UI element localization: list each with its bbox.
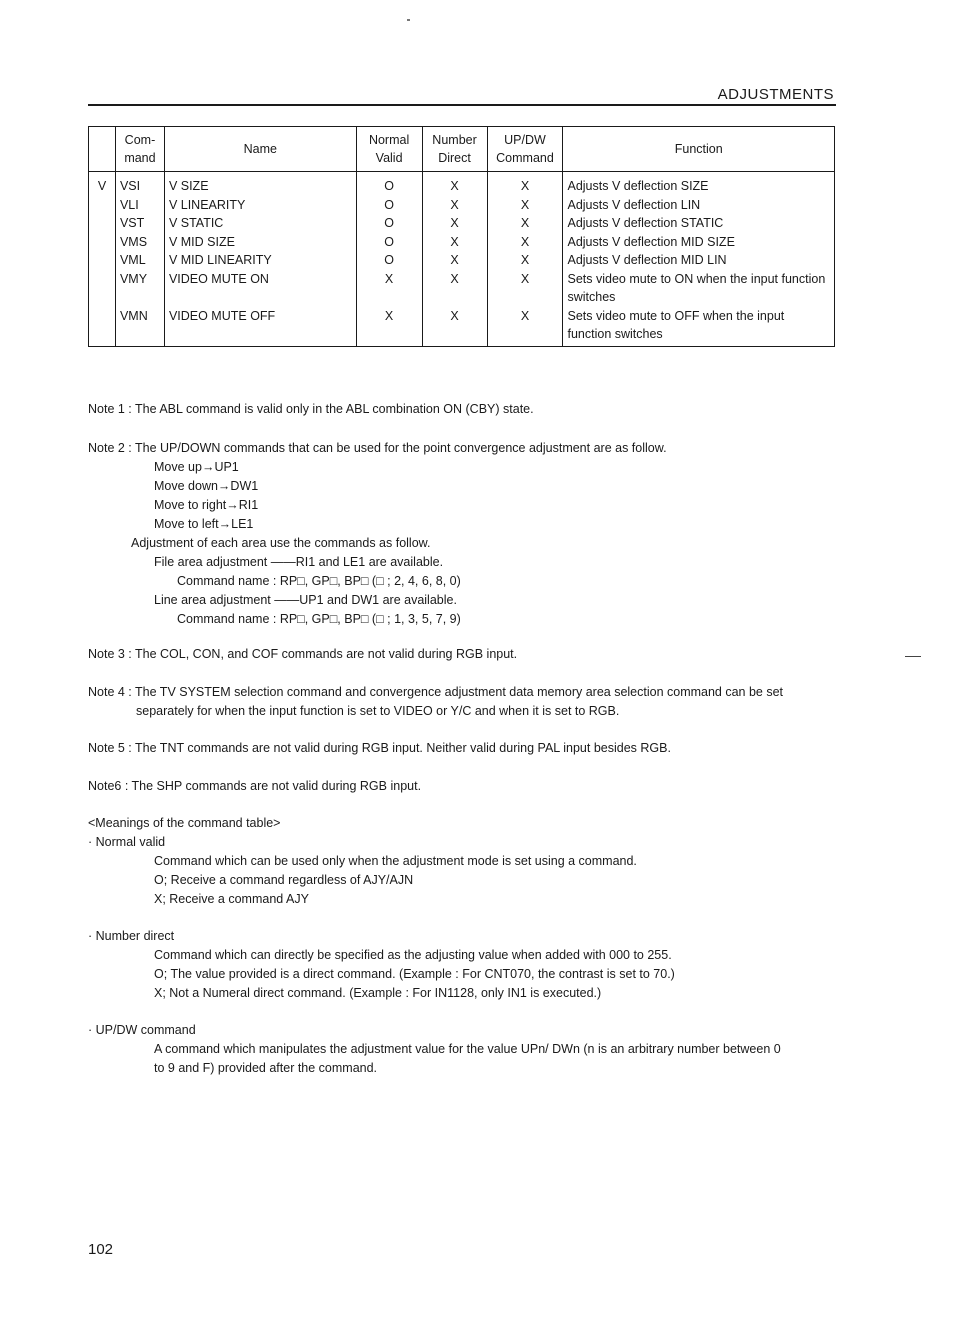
note-2-line-command: Command name : RP□, GP□, BP□ (□ ; 1, 3, 5, 7, 9) [177, 612, 461, 626]
cell-updw: X [487, 172, 563, 196]
table-row [89, 270, 835, 307]
cell-name: V MID LINEARITY [164, 251, 356, 270]
updw-heading: · UP/DW command [88, 1023, 196, 1037]
cell-command: VST [115, 214, 164, 233]
table-header-row [89, 127, 835, 172]
cell-function: Adjusts V deflection SIZE [563, 172, 835, 196]
normal-valid-heading: · Normal valid [88, 835, 166, 849]
column-header-function: Function [563, 127, 835, 172]
note-2-adjust-intro: Adjustment of each area use the commands as follow. [131, 536, 431, 550]
cell-number-direct: X [422, 251, 487, 270]
cell-number-direct: X [422, 307, 487, 347]
command-table [88, 126, 835, 347]
meanings-title: <Meanings of the command table> [88, 816, 281, 830]
cell-name: V SIZE [164, 172, 356, 196]
cell-group [89, 196, 116, 215]
note-2-move-up: Move up→UP1 [154, 460, 239, 474]
cell-command: VMS [115, 233, 164, 252]
cell-updw: X [487, 307, 563, 347]
cell-name: V STATIC [164, 214, 356, 233]
cell-normal-valid: O [356, 233, 422, 252]
cell-updw: X [487, 251, 563, 270]
number-direct-o: O; The value provided is a direct command. (Example : For CNT070, the contrast is set to 70.) [154, 967, 675, 981]
cell-name: VIDEO MUTE ON [164, 270, 356, 307]
section-title: ADJUSTMENTS [717, 86, 834, 103]
cell-updw: X [487, 233, 563, 252]
cell-number-direct: X [422, 270, 487, 307]
cell-group [89, 251, 116, 270]
cell-function: Sets video mute to ON when the input function switches [563, 270, 835, 307]
meanings-section [88, 814, 637, 909]
table-row [89, 233, 835, 252]
column-header-name: Name [164, 127, 356, 172]
number-direct-heading: · Number direct [88, 929, 175, 943]
number-direct-section [88, 927, 675, 1003]
normal-valid-o: O; Receive a command regardless of AJY/AJN [154, 873, 414, 887]
table-row [89, 172, 835, 196]
table-row [89, 307, 835, 347]
normal-valid-desc: Command which can be used only when the adjustment mode is set using a command. [154, 854, 637, 868]
number-direct-x: X; Not a Numeral direct command. (Example : For IN1128, only IN1 is executed.) [154, 986, 602, 1000]
column-header-number-direct: Number Direct [422, 127, 487, 172]
cell-function: Adjusts V deflection STATIC [563, 214, 835, 233]
note-5-text: Note 5 : The TNT commands are not valid during RGB input. Neither valid during PAL input besides RGB. [88, 741, 671, 755]
column-header-updw-command: UP/DW Command [487, 127, 563, 172]
updw-line2: to 9 and F) provided after the command. [154, 1061, 378, 1075]
cell-normal-valid: X [356, 270, 422, 307]
column-header-command: Com- mand [115, 127, 164, 172]
note-1-text: Note 1 : The ABL command is valid only in the ABL combination ON (CBY) state. [88, 402, 534, 416]
cell-group: V [89, 172, 116, 196]
cell-number-direct: X [422, 214, 487, 233]
note-2-move-down: Move down→DW1 [154, 479, 259, 493]
cell-number-direct: X [422, 172, 487, 196]
cell-function: Adjusts V deflection MID LIN [563, 251, 835, 270]
cell-command: VML [115, 251, 164, 270]
note-5 [88, 739, 671, 758]
cell-group [89, 270, 116, 307]
header-rule [88, 104, 836, 106]
cell-group [89, 307, 116, 347]
cell-name: V MID SIZE [164, 233, 356, 252]
margin-mark [905, 656, 921, 657]
cell-updw: X [487, 270, 563, 307]
scan-speck [407, 19, 410, 21]
cell-command: VSI [115, 172, 164, 196]
cell-normal-valid: X [356, 307, 422, 347]
normal-valid-x: X; Receive a command AJY [154, 892, 309, 906]
note-2-move-left: Move to left→LE1 [154, 517, 254, 531]
note-3 [88, 645, 517, 664]
cell-function: Adjusts V deflection MID SIZE [563, 233, 835, 252]
cell-command: VMN [115, 307, 164, 347]
note-2-intro: Note 2 : The UP/DOWN commands that can be used for the point convergence adjustment are as follow. [88, 441, 667, 455]
cell-function: Adjusts V deflection LIN [563, 196, 835, 215]
note-3-text: Note 3 : The COL, CON, and COF commands are not valid during RGB input. [88, 647, 518, 661]
note-2 [88, 439, 667, 629]
cell-command: VMY [115, 270, 164, 307]
cell-normal-valid: O [356, 251, 422, 270]
cell-name: V LINEARITY [164, 196, 356, 215]
column-header-normal-valid: Normal Valid [356, 127, 422, 172]
cell-updw: X [487, 196, 563, 215]
cell-number-direct: X [422, 196, 487, 215]
cell-name: VIDEO MUTE OFF [164, 307, 356, 347]
note-6-text: Note6 : The SHP commands are not valid during RGB input. [88, 779, 422, 793]
note-1 [88, 400, 534, 419]
updw-section [88, 1021, 781, 1078]
cell-updw: X [487, 214, 563, 233]
note-4-line2: separately for when the input function is set to VIDEO or Y/C and when it is set to RGB. [136, 704, 620, 718]
cell-normal-valid: O [356, 196, 422, 215]
note-4-line1: Note 4 : The TV SYSTEM selection command and convergence adjustment data memory area selection command can be set [88, 685, 784, 699]
cell-group [89, 214, 116, 233]
table-row [89, 251, 835, 270]
cell-command: VLI [115, 196, 164, 215]
note-4 [88, 683, 783, 721]
page-number: 102 [88, 1241, 114, 1258]
note-2-move-right: Move to right→RI1 [154, 498, 259, 512]
number-direct-desc: Command which can directly be specified as the adjusting value when added with 000 to 255. [154, 948, 672, 962]
note-6 [88, 777, 421, 796]
note-2-file-command: Command name : RP□, GP□, BP□ (□ ; 2, 4, 6, 8, 0) [177, 574, 461, 588]
table-row [89, 214, 835, 233]
column-header-group [89, 127, 116, 172]
cell-function: Sets video mute to OFF when the input function switches [563, 307, 835, 347]
cell-group [89, 233, 116, 252]
cell-number-direct: X [422, 233, 487, 252]
table-row [89, 196, 835, 215]
cell-normal-valid: O [356, 214, 422, 233]
note-2-file-area: File area adjustment ——RI1 and LE1 are available. [154, 555, 444, 569]
updw-line1: A command which manipulates the adjustment value for the value UPn/ DWn (n is an arbitrary number between 0 [154, 1042, 781, 1056]
note-2-line-area: Line area adjustment ——UP1 and DW1 are available. [154, 593, 457, 607]
cell-normal-valid: O [356, 172, 422, 196]
